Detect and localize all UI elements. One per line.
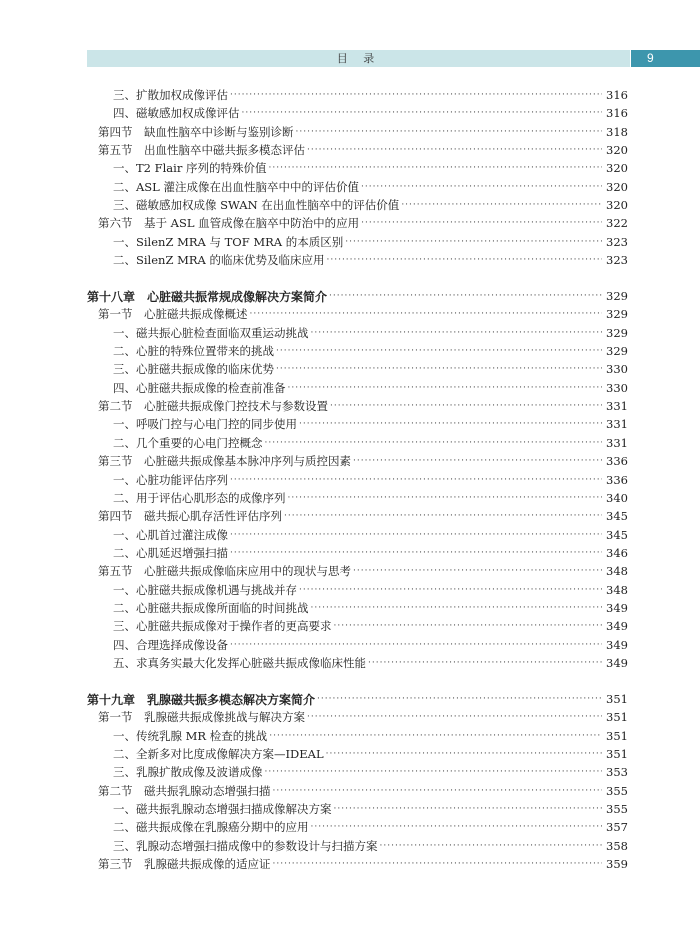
toc-entry (113, 617, 628, 635)
toc-entry (113, 818, 628, 836)
toc-entry (98, 305, 628, 323)
toc-leader-dots (327, 255, 603, 265)
toc-entry-page: 320 (606, 143, 628, 158)
toc-section-row (0, 305, 700, 323)
toc-entry-title: 三、扩散加权成像评估 (113, 88, 228, 102)
header-title: 目 录 (336, 52, 381, 65)
toc-subsection-row (0, 800, 700, 818)
toc-entry-title: 三、乳腺动态增强扫描成像中的参数设计与扫描方案 (113, 838, 378, 853)
toc-leader-dots (401, 200, 602, 210)
toc-entry-page: 357 (606, 820, 628, 835)
toc-section-row (0, 141, 700, 159)
toc-entry-page: 345 (606, 527, 628, 542)
toc-entry-title: 三、磁敏感加权成像 SWAN 在出血性脑卒中的评估价值 (113, 198, 400, 213)
toc-entry-title: 第四节 磁共振心肌存活性评估序列 (98, 509, 282, 524)
toc-entry-page: 322 (606, 216, 628, 231)
toc-entry-title: 四、合理选择成像设备 (113, 637, 228, 652)
toc-entry-title: 一、T2 Flair 序列的特殊价值 (113, 161, 267, 176)
toc-leader-dots (345, 237, 602, 247)
toc-leader-dots (230, 640, 602, 650)
toc-section-row (0, 214, 700, 232)
toc-entry-title: 第五节 心脏磁共振成像临床应用中的现状与思考 (98, 564, 351, 579)
toc-entry-title: 二、心脏的特殊位置带来的挑战 (113, 344, 274, 359)
toc-subsection-row (0, 196, 700, 214)
toc-subsection-row (0, 489, 700, 507)
toc-entry (113, 727, 628, 745)
toc-leader-dots (230, 548, 602, 558)
toc-subsection-row (0, 104, 700, 122)
toc-subsection-row (0, 837, 700, 855)
toc-entry-page: 316 (606, 88, 628, 102)
toc-entry-title: 二、心肌延迟增强扫描 (113, 545, 228, 560)
toc-leader-dots (307, 145, 602, 155)
toc-entry-title: 第六节 基于 ASL 血管成像在脑卒中防治中的应用 (98, 216, 360, 231)
toc-subsection-row (0, 379, 700, 397)
toc-entry-page: 323 (606, 234, 628, 249)
toc-subsection-row (0, 818, 700, 836)
toc-entry-title: 二、磁共振成像在乳腺癌分期中的应用 (113, 820, 309, 835)
toc-entry-title: 第二节 磁共振乳腺动态增强扫描 (98, 783, 271, 798)
toc-entry-title: 二、ASL 灌注成像在出血性脑卒中中的评估价值 (113, 179, 359, 194)
toc-entry-page: 336 (606, 472, 628, 487)
toc-leader-dots (230, 90, 602, 100)
toc-entry-page: 351 (606, 692, 628, 706)
toc-subsection-row (0, 342, 700, 360)
toc-entry (113, 544, 628, 562)
toc-entry (113, 654, 628, 672)
toc-leader-dots (380, 841, 603, 851)
toc-leader-dots (276, 364, 602, 374)
toc-entry (98, 141, 628, 159)
toc-leader-dots (250, 309, 603, 319)
toc-entry (113, 581, 628, 599)
toc-entry-page: 355 (606, 802, 628, 817)
toc-entry (113, 324, 628, 342)
toc-entry (113, 86, 628, 104)
toc-entry-title: 一、心脏功能评估序列 (113, 472, 228, 487)
running-header (87, 50, 630, 67)
toc-leader-dots (265, 438, 603, 448)
toc-entry-title: 第五节 出血性脑卒中磁共振多模态评估 (98, 143, 305, 158)
toc-entry (98, 782, 628, 800)
toc-entry-page: 351 (606, 710, 628, 725)
toc-entry-page: 316 (606, 106, 628, 121)
toc-entry-page: 320 (606, 198, 628, 213)
toc-section-row (0, 507, 700, 525)
toc-entry (113, 233, 628, 251)
toc-entry-page: 330 (606, 362, 628, 377)
toc-entry-page: 349 (606, 637, 628, 652)
toc-subsection-row (0, 727, 700, 745)
toc-leader-dots (242, 108, 603, 118)
toc-leader-dots (269, 731, 602, 741)
toc-subsection-row (0, 654, 700, 672)
toc-subsection-row (0, 233, 700, 251)
toc-entry (113, 178, 628, 196)
toc-section-row (0, 452, 700, 470)
toc-entry-title: 第三节 心脏磁共振成像基本脉冲序列与质控因素 (98, 454, 351, 469)
toc-leader-dots (273, 859, 603, 869)
toc-entry-title: 五、求真务实最大化发挥心脏磁共振成像临床性能 (113, 656, 366, 670)
toc-entry-title: 第一节 心脏磁共振成像概述 (98, 307, 248, 322)
toc-entry-page: 345 (606, 509, 628, 524)
toc-leader-dots (361, 182, 602, 192)
toc-section-row (0, 855, 700, 873)
toc-entry-page: 351 (606, 747, 628, 762)
toc-entry-page: 359 (606, 857, 628, 872)
toc-entry-title: 一、SilenZ MRA 与 TOF MRA 的本质区别 (113, 234, 344, 249)
toc-subsection-row (0, 599, 700, 617)
toc-entry-page: 329 (606, 307, 628, 322)
toc-entry-title: 一、磁共振乳腺动态增强扫描成像解决方案 (113, 802, 332, 817)
toc-entry (113, 251, 628, 269)
toc-leader-dots (311, 328, 603, 338)
toc-entry-page: 348 (606, 582, 628, 597)
toc-entry (98, 452, 628, 470)
toc-entry (113, 415, 628, 433)
toc-entry-title: 一、磁共振心脏检查面临双重运动挑战 (113, 325, 309, 340)
toc-entry (113, 471, 628, 489)
toc-subsection-row (0, 636, 700, 654)
toc-entry (87, 287, 628, 305)
toc-leader-dots (329, 291, 602, 301)
toc-entry-page: 331 (606, 399, 628, 414)
toc-leader-dots (230, 475, 602, 485)
toc-entry (113, 434, 628, 452)
toc-entry (87, 690, 628, 708)
toc-leader-dots (353, 456, 602, 466)
toc-subsection-row (0, 581, 700, 599)
toc-entry-page: 349 (606, 656, 628, 670)
toc-entry-page: 331 (606, 435, 628, 450)
toc-subsection-row (0, 324, 700, 342)
toc-entry (98, 507, 628, 525)
toc-leader-dots (276, 346, 602, 356)
toc-subsection-row (0, 544, 700, 562)
toc-entry (113, 489, 628, 507)
toc-entry (113, 196, 628, 214)
toc-leader-dots (311, 822, 603, 832)
toc-leader-dots (299, 585, 602, 595)
toc-leader-dots (284, 511, 602, 521)
page-number-tab (631, 50, 700, 67)
toc-entry (98, 562, 628, 580)
toc-entry-page: 353 (606, 765, 628, 780)
toc-entry-title: 三、心脏磁共振成像的临床优势 (113, 362, 274, 377)
toc-entry (113, 800, 628, 818)
toc-entry-page: 330 (606, 380, 628, 395)
toc-entry-page: 340 (606, 490, 628, 505)
toc-entry-title: 四、磁敏感加权成像评估 (113, 106, 240, 121)
toc-subsection-row (0, 178, 700, 196)
toc-section-row (0, 397, 700, 415)
toc-entry (98, 123, 628, 141)
toc-subsection-row (0, 617, 700, 635)
toc-subsection-row (0, 434, 700, 452)
toc-entry-title: 一、心肌首过灌注成像 (113, 527, 228, 542)
toc-entry-title: 三、乳腺扩散成像及波谱成像 (113, 765, 263, 780)
toc-leader-dots (299, 419, 602, 429)
toc-entry-page: 320 (606, 161, 628, 176)
toc-leader-dots (307, 712, 602, 722)
toc-entry-page: 320 (606, 179, 628, 194)
toc-leader-dots (273, 786, 603, 796)
toc-subsection-row (0, 86, 700, 104)
toc-entry-title: 三、心脏磁共振成像对于操作者的更高要求 (113, 619, 332, 634)
toc-entry-title: 第一节 乳腺磁共振成像挑战与解决方案 (98, 710, 305, 725)
toc-entry-title: 二、心脏磁共振成像所面临的时间挑战 (113, 600, 309, 615)
toc-entry-page: 329 (606, 325, 628, 340)
toc-leader-dots (361, 218, 602, 228)
toc-entry (113, 360, 628, 378)
toc-entry-title: 二、几个重要的心电门控概念 (113, 435, 263, 450)
toc-chapter-row (0, 287, 700, 305)
toc-leader-dots (296, 127, 603, 137)
toc-entry-page: 348 (606, 564, 628, 579)
toc-leader-dots (288, 493, 603, 503)
toc-subsection-row (0, 745, 700, 763)
toc-leader-dots (368, 658, 602, 668)
toc-subsection-row (0, 763, 700, 781)
toc-entry-page: 349 (606, 600, 628, 615)
toc-subsection-row (0, 526, 700, 544)
toc-entry-title: 四、心脏磁共振成像的检查前准备 (113, 380, 286, 395)
toc-entry-title: 第四节 缺血性脑卒中诊断与鉴别诊断 (98, 124, 294, 139)
toc-leader-dots (269, 163, 603, 173)
toc-section-row (0, 123, 700, 141)
toc-leader-dots (317, 694, 602, 704)
toc-leader-dots (330, 401, 602, 411)
toc-leader-dots (334, 621, 603, 631)
toc-subsection-row (0, 415, 700, 433)
toc-entry (113, 745, 628, 763)
toc-entry (113, 104, 628, 122)
toc-entry (113, 599, 628, 617)
toc-entry-title: 第三节 乳腺磁共振成像的适应证 (98, 857, 271, 872)
toc-entry-page: 349 (606, 619, 628, 634)
toc-entry (113, 159, 628, 177)
toc-chapter-row (0, 690, 700, 708)
toc-entry (113, 837, 628, 855)
toc-entry-page: 355 (606, 783, 628, 798)
toc-leader-dots (311, 603, 603, 613)
toc-subsection-row (0, 360, 700, 378)
toc-entry (113, 342, 628, 360)
toc-entry-title: 二、用于评估心肌形态的成像序列 (113, 490, 286, 505)
toc-entry-title: 二、SilenZ MRA 的临床优势及临床应用 (113, 253, 325, 268)
toc-entry-page: 358 (606, 838, 628, 853)
toc-entry (113, 526, 628, 544)
toc-subsection-row (0, 159, 700, 177)
toc-subsection-row (0, 251, 700, 269)
toc-entry-page: 331 (606, 417, 628, 432)
page-number: 9 (647, 51, 654, 65)
toc-entry (98, 397, 628, 415)
toc-entry-page: 351 (606, 728, 628, 743)
toc-entry-title: 二、全新多对比度成像解决方案—IDEAL (113, 747, 324, 762)
toc-leader-dots (265, 767, 603, 777)
toc-entry (98, 855, 628, 873)
toc-entry (113, 379, 628, 397)
toc-section-row (0, 708, 700, 726)
toc-entry-page: 336 (606, 454, 628, 469)
toc-leader-dots (353, 566, 602, 576)
toc-entry-title: 一、心脏磁共振成像机遇与挑战并存 (113, 582, 297, 597)
toc-entry-page: 329 (606, 289, 628, 303)
toc-leader-dots (326, 749, 602, 759)
toc-entry-page: 323 (606, 253, 628, 268)
toc-leader-dots (334, 804, 603, 814)
toc-entry-title: 第十九章 乳腺磁共振多模态解决方案简介 (87, 692, 316, 707)
toc-entry (113, 763, 628, 781)
toc-subsection-row (0, 471, 700, 489)
toc-entry-page: 346 (606, 545, 628, 560)
toc-entry-page: 318 (606, 124, 628, 139)
toc-section-row (0, 562, 700, 580)
toc-entry-title: 第十八章 心脏磁共振常规成像解决方案简介 (87, 289, 328, 304)
toc-entry-page: 329 (606, 344, 628, 359)
toc-entry-title: 一、传统乳腺 MR 检查的挑战 (113, 728, 268, 743)
toc-entry (98, 708, 628, 726)
toc-leader-dots (230, 530, 602, 540)
toc-entry (98, 214, 628, 232)
toc-entry (113, 636, 628, 654)
toc-section-row (0, 782, 700, 800)
toc-leader-dots (288, 383, 603, 393)
toc-entry-title: 一、呼吸门控与心电门控的同步使用 (113, 417, 297, 432)
toc-entry-title: 第二节 心脏磁共振成像门控技术与参数设置 (98, 399, 328, 414)
